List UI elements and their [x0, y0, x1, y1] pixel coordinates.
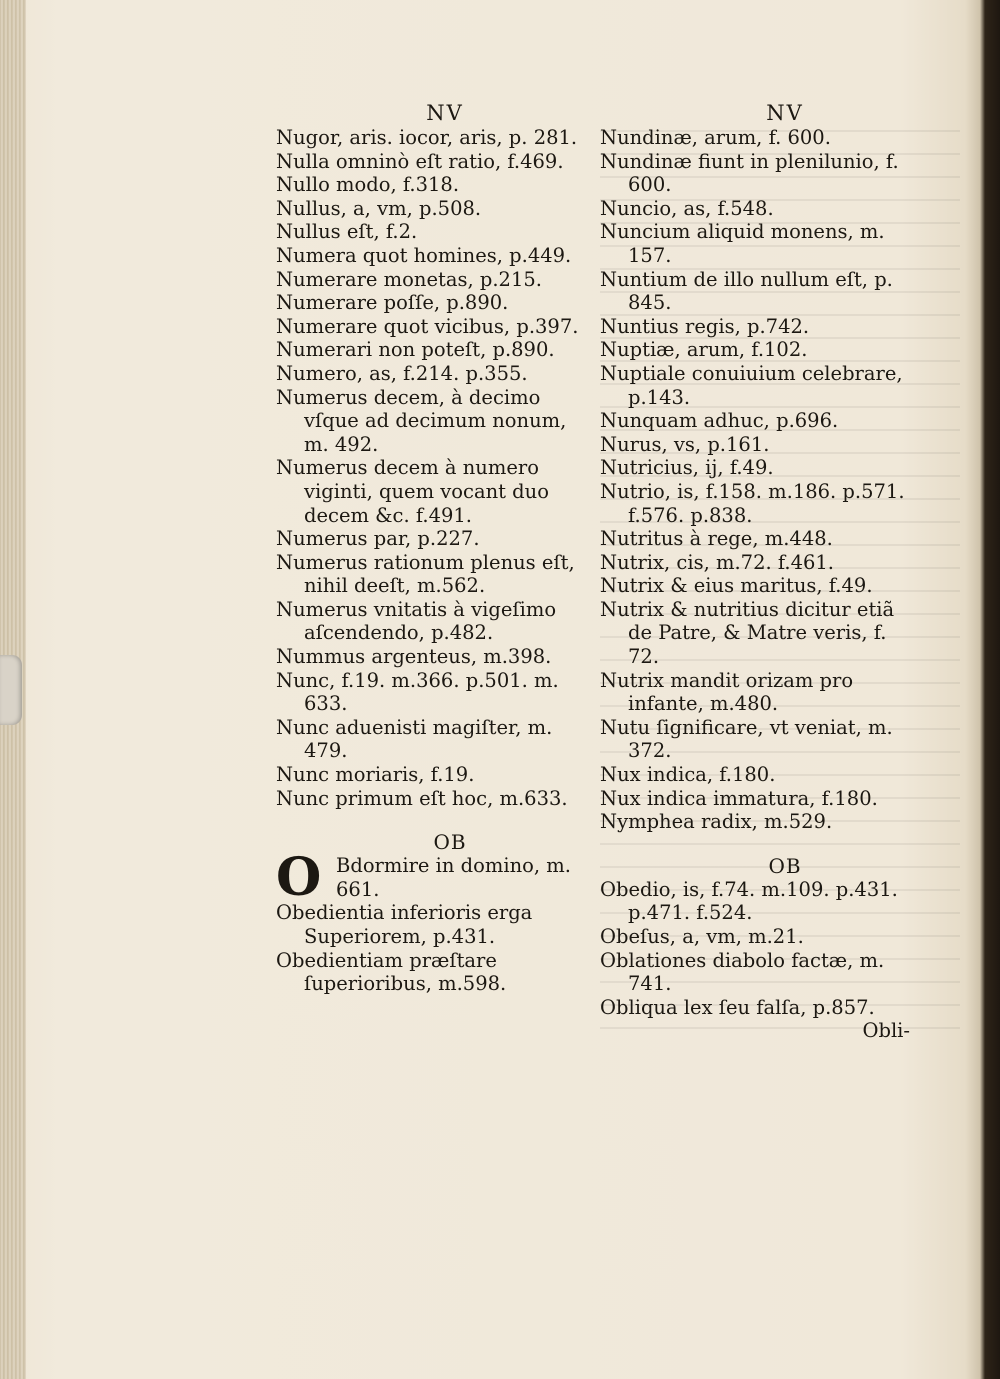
index-entry: Nummus argenteus, m.398.: [276, 645, 552, 669]
index-entry: Nullus, a, vm, p.508.: [276, 196, 482, 220]
catchword: Obli-: [862, 1019, 910, 1043]
index-entry: Nutrix & eius maritus, f.49.: [600, 574, 873, 598]
index-entry: Nutrix, cis, m.72. f.461.: [600, 550, 835, 574]
dropcap-letter: O: [276, 847, 322, 909]
index-entry: Obeſus, a, vm, m.21.: [600, 925, 804, 948]
index-entry: Nunc, f.19. m.366. p.501. m. 633.: [276, 668, 559, 716]
index-entry: Numerus decem à numero viginti, quem vocant duo decem &c. f.491.: [276, 456, 549, 527]
index-entry: Nulla omninò eſt ratio, f.469.: [276, 149, 564, 173]
index-entry: Nullo modo, f.318.: [276, 173, 460, 197]
right-column: [600, 100, 920, 1043]
index-entry: Numero, as, f.214. p.355.: [276, 361, 528, 385]
right-section-header: OB: [768, 853, 802, 878]
index-entry: Nutrix & nutritius dicitur etiã de Patre, & Matre veris, f. 72.: [600, 597, 895, 669]
index-entry: Nutu ſignificare, vt veniat, m. 372.: [600, 715, 893, 763]
left-running-header: NV: [426, 101, 464, 125]
index-entry: Nuncio, as, f.548.: [600, 196, 774, 220]
index-entry: Numerare monetas, p.215.: [276, 267, 542, 291]
left-section-list: [276, 901, 594, 995]
index-entry: Numerus par, p.227.: [276, 527, 480, 551]
page-clip: [0, 655, 22, 725]
index-entry: Numerari non poteſt, p.890.: [276, 338, 555, 362]
index-entry: Nunc aduenisti magiſter, m. 479.: [276, 715, 553, 763]
index-entry: Numerus vnitatis à vigeſimo aſcendendo, p.482.: [276, 597, 557, 645]
index-entry: Oblationes diabolo factæ, m. 741.: [600, 948, 885, 996]
index-entry: Nuntius regis, p.742.: [600, 314, 810, 338]
index-entry: Nunquam adhuc, p.696.: [600, 409, 839, 433]
index-entry: Numerare poſſe, p.890.: [276, 291, 509, 315]
right-section-list: [600, 878, 920, 1020]
index-entry: Nunc primum eſt hoc, m.633.: [276, 786, 568, 810]
left-entry-list: [276, 126, 594, 810]
index-entry: Numerus decem, à decimo vſque ad decimum nonum, m. 492.: [276, 385, 567, 456]
index-entry: Nundinæ, arum, f. 600.: [600, 126, 831, 149]
right-entry-list: [600, 126, 920, 834]
index-entry: Nuncium aliquid monens, m. 157.: [600, 220, 885, 267]
index-entry: Nundinæ fiunt in plenilunio, f. 600.: [600, 149, 899, 197]
dropcap-entry: [276, 847, 594, 909]
index-entry: Obliqua lex ſeu falſa, p.857.: [600, 995, 875, 1019]
index-entry: Nullus eſt, f.2.: [276, 220, 418, 244]
index-entry: Nux indica, f.180.: [600, 763, 776, 787]
index-entry: Nutritus à rege, m.448.: [600, 527, 833, 551]
index-entry: Obedientiam præſtare ſuperioribus, m.598.: [276, 948, 507, 996]
index-entry: Nugor, aris. iocor, aris, p. 281.: [276, 126, 578, 149]
left-column: [276, 100, 594, 996]
dropcap-rest: Bdormire in domino, m.: [336, 854, 571, 878]
index-entry: Nutrio, is, f.158. m.186. p.571. f.576. p.838.: [600, 479, 905, 527]
index-entry: Numera quot homines, p.449.: [276, 243, 572, 267]
index-entry: Nuptiale conuiuium celebrare, p.143.: [600, 361, 903, 409]
index-entry: Nutrix mandit orizam pro infante, m.480.: [600, 668, 854, 716]
dropcap-cont: 661.: [336, 877, 380, 901]
index-entry: Obedientia inferioris erga Superiorem, p.431.: [276, 901, 533, 948]
index-entry: Nurus, vs, p.161.: [600, 432, 770, 456]
index-entry: Nux indica immatura, f.180.: [600, 786, 878, 810]
index-entry: Nunc moriaris, f.19.: [276, 763, 475, 787]
index-entry: Nuptiæ, arum, f.102.: [600, 338, 808, 362]
index-entry: Obedio, is, f.74. m.109. p.431. p.471. f.524.: [600, 877, 898, 925]
index-entry: Nymphea radix, m.529.: [600, 810, 833, 834]
left-section-header: OB: [433, 830, 467, 855]
index-entry: Numerus rationum plenus eſt, nihil deeſt, m.562.: [276, 550, 575, 598]
index-entry: Nuntium de illo nullum eſt, p. 845.: [600, 267, 893, 315]
index-entry: Nutricius, ij, f.49.: [600, 456, 774, 480]
index-entry: Numerare quot vicibus, p.397.: [276, 314, 579, 338]
right-running-header: NV: [766, 101, 804, 125]
